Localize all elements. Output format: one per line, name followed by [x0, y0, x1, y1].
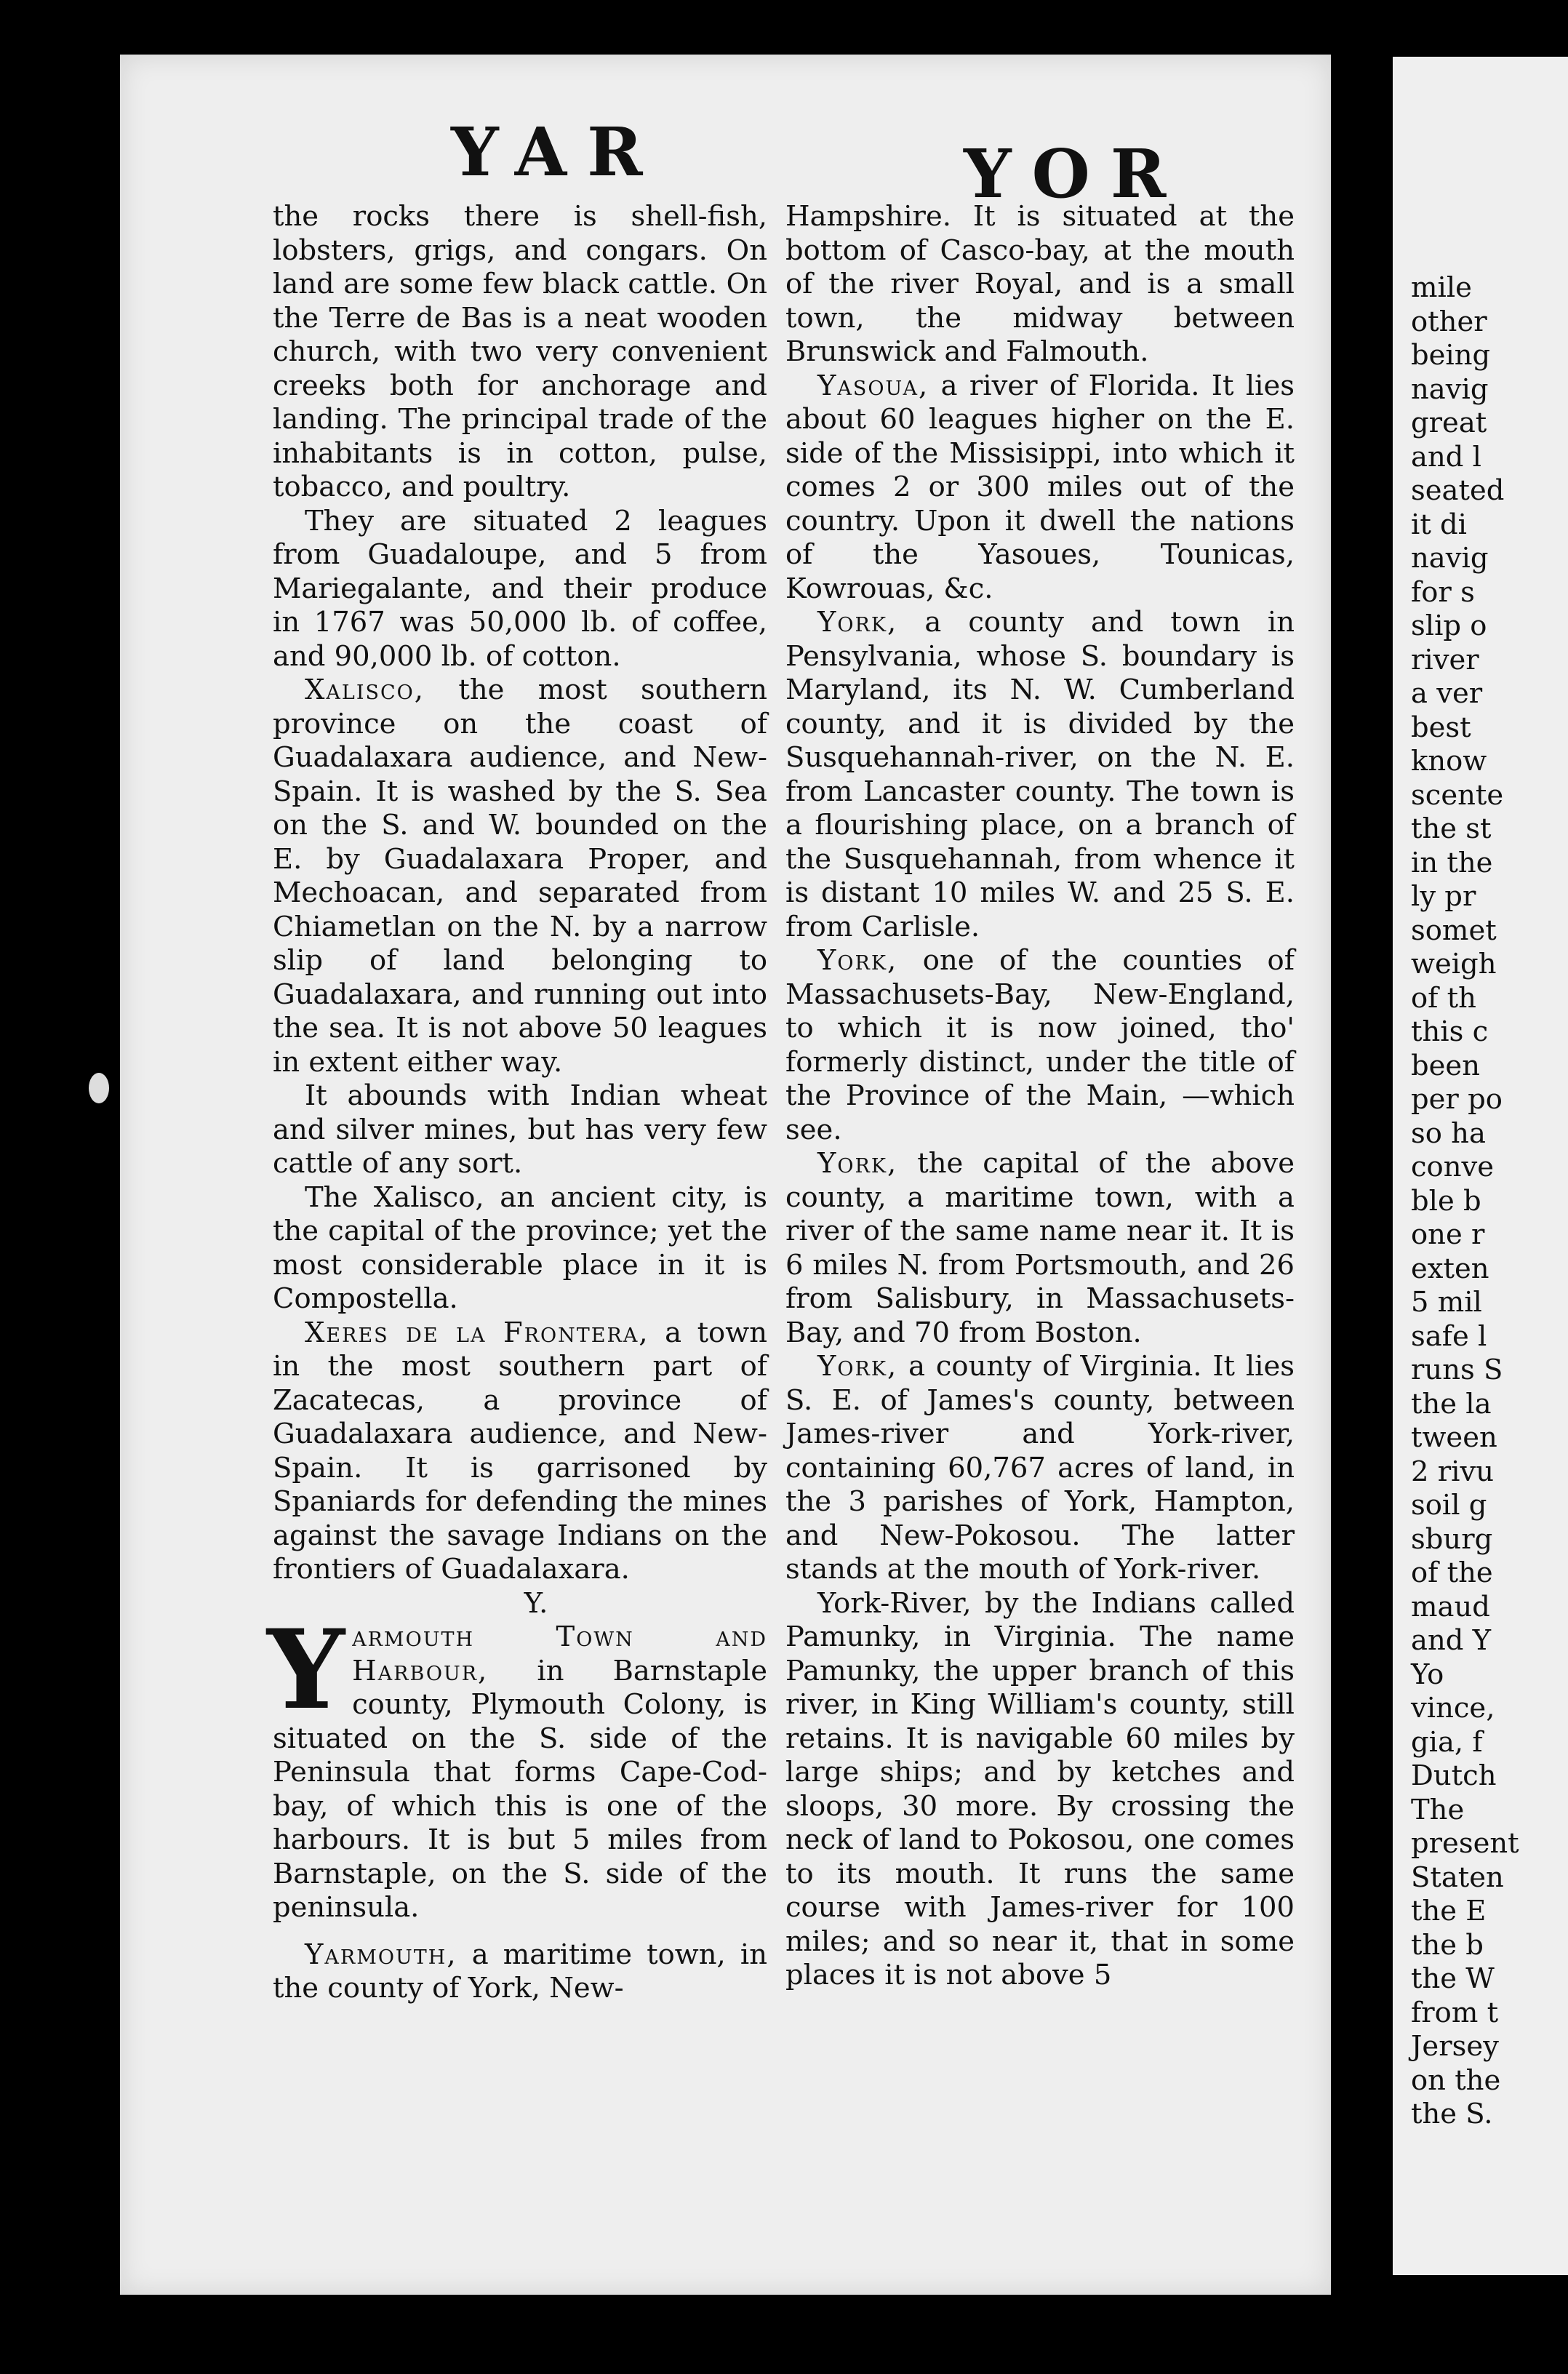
- next-page-line: for s: [1411, 575, 1475, 609]
- entry-headword: York,: [817, 1350, 898, 1383]
- next-page-line: of the: [1411, 1556, 1493, 1589]
- next-page-line: on the: [1411, 2063, 1501, 2097]
- next-page-line: per po: [1411, 1083, 1503, 1116]
- next-page-line: it di: [1411, 508, 1467, 541]
- next-page-line: seated: [1411, 474, 1505, 507]
- entry-paragraph: [785, 1147, 1295, 1350]
- right-column: [785, 200, 1295, 1993]
- entry-paragraph: [785, 944, 1295, 1147]
- entry-headword: York,: [817, 606, 898, 639]
- next-page-line: soil g: [1411, 1489, 1487, 1522]
- next-page-line: other: [1411, 305, 1487, 338]
- entry-paragraph: [785, 1587, 1295, 1993]
- entry-text: the most southern province on the coast of Guadalaxara audience, and New-Spain. It is washed by the S. Sea on the S. and W. bounded on the E. by Guadalaxara Proper, and Mechoacan, and separated from Chiametlan on the N. by a narrow slip of land belonging to Guadalaxara, and running out into the sea. It is not above 50 leagues in extent either way.: [273, 674, 767, 1079]
- next-page-line: gia, f: [1411, 1725, 1483, 1759]
- entry-headword: Xalisco,: [305, 674, 425, 706]
- running-header-left: YAR: [451, 113, 663, 191]
- next-page-line: river: [1411, 643, 1479, 676]
- entry-text: The Xalisco, an ancient city, is the capital of the province; yet the most considerable place in it is Compostella.: [273, 1180, 767, 1315]
- entry-headword: York,: [817, 944, 898, 977]
- entry-text: a river of Florida. It lies about 60 leagues higher on the E. side of the Missisippi, into which it comes 2 or 300 miles out of the country. Upon it dwell the nations of the Yasoues, Tounicas, Kowrouas, &c.: [785, 369, 1295, 605]
- next-page-line: 5 mil: [1411, 1286, 1482, 1319]
- next-page-line: the b: [1411, 1928, 1484, 1962]
- next-page-line: The: [1411, 1793, 1465, 1826]
- next-page-line: somet: [1411, 914, 1497, 947]
- entry-text: a county of Virginia. It lies S. E. of James's county, between James-river and York-river, containing 60,767 acres of land, in the 3 parishes of York, Hampton, and New-Pokosou. The latter stands at the mouth of York-river.: [785, 1350, 1295, 1586]
- entry-headword: Yasoua,: [817, 369, 929, 402]
- next-page-line: best: [1411, 711, 1471, 744]
- running-header-right: YOR: [964, 135, 1187, 213]
- entry-paragraph: [273, 505, 767, 674]
- entry-paragraph: [785, 200, 1295, 369]
- entry-paragraph: [273, 200, 767, 505]
- next-page-line: and Y: [1411, 1624, 1492, 1657]
- entry-paragraph: [273, 674, 767, 1079]
- next-page-line: mile: [1411, 271, 1472, 304]
- next-page-line: in the: [1411, 846, 1493, 879]
- next-page-line: slip o: [1411, 610, 1487, 642]
- entry-text: York-River, by the Indians called Pamunky, in Virginia. The name Pamunky, the upper branch of this river, in King William's county, still retains. It is navigable 60 miles by large ships; and by ketches and sloops, 30 more. By crossing the neck of land to Pokosou, one comes to its mouth. It runs the same course with James-river for 100 miles; and so near it, that in some places it is not above 5: [785, 1586, 1295, 1991]
- next-page-line: weigh: [1411, 948, 1497, 980]
- entry-text: a town in the most southern part of Zacatecas, a province of Guadalaxara audience, and New-Spain. It is garrisoned by Spaniards for defending the mines against the savage Indians on the frontiers of Guadalaxara.: [273, 1316, 767, 1586]
- entry-text: the rocks there is shell-fish, lobsters, grigs, and congars. On land are some few black cattle. On the Terre de Bas is a neat wooden church, with two very convenient creeks both for anchorage and landing. The principal trade of the inhabitants is in cotton, pulse, tobacco, and poultry.: [273, 200, 767, 503]
- next-page-line: the st: [1411, 812, 1492, 845]
- section-heading: Y.: [524, 1586, 548, 1620]
- next-page-line: 2 rivu: [1411, 1455, 1494, 1488]
- next-page-line: ble b: [1411, 1184, 1481, 1218]
- next-page-line: and l: [1411, 440, 1481, 473]
- next-page-line: from t: [1411, 1996, 1499, 2029]
- next-page-line: know: [1411, 745, 1487, 778]
- next-page-line: Yo: [1411, 1658, 1444, 1691]
- entry-paragraph: [785, 1350, 1295, 1587]
- next-page-line: navig: [1411, 542, 1489, 575]
- next-page-line: exten: [1411, 1252, 1489, 1285]
- next-page-line: runs S: [1411, 1354, 1503, 1386]
- page-gutter: [1331, 55, 1393, 2295]
- next-page-line: the S.: [1411, 2098, 1493, 2130]
- next-page-line: a ver: [1411, 677, 1483, 710]
- next-page-line: scente: [1411, 778, 1504, 812]
- entry-text: a county and town in Pensylvania, whose S. boundary is Maryland, its N. W. Cumberland county, and it is divided by the Susquehannah-river, on the N. E. from Lancaster county. The town is a flourishing place, on a branch of the Susquehannah, from whence it is distant 10 miles W. and 25 S. E. from Carlisle.: [785, 606, 1295, 943]
- entry-headword: Xeres de la Frontera,: [305, 1316, 649, 1349]
- next-page-line: present: [1411, 1827, 1519, 1860]
- entry-text: Hampshire. It is situated at the bottom of Casco-bay, at the mouth of the river Royal, and is a small town, the midway between Brunswick and Falmouth.: [785, 200, 1295, 368]
- next-page-line: ly pr: [1411, 880, 1476, 913]
- next-page-line: been: [1411, 1049, 1481, 1082]
- entry-paragraph: [273, 1181, 767, 1316]
- entry-text: one of the counties of Massachusets-Bay, New-England, to which it is now joined, tho' formerly distinct, under the title of the Province of the Main, —which see.: [785, 944, 1295, 1146]
- next-page-line: tween: [1411, 1421, 1497, 1454]
- next-page-line: maud: [1411, 1590, 1490, 1623]
- entry-paragraph: [273, 1316, 767, 1587]
- entry-headword: armouth Town and Harbour,: [352, 1620, 767, 1687]
- entry-text: They are situated 2 leagues from Guadaloupe, and 5 from Mariegalante, and their produce in 1767 was 50,000 lb. of coffee, and 90,000 lb. of cotton.: [273, 504, 767, 673]
- entry-text: It abounds with Indian wheat and silver mines, but has very few cattle of any sort.: [273, 1079, 767, 1180]
- entry-paragraph: [273, 1079, 767, 1181]
- entry-paragraph: [785, 369, 1295, 607]
- next-page-line: being: [1411, 339, 1491, 372]
- left-column: [267, 200, 767, 2006]
- entry-paragraph: [273, 1938, 767, 2006]
- next-page-line: the la: [1411, 1387, 1492, 1420]
- next-page-line: Jersey: [1411, 2030, 1499, 2063]
- next-page-line: sburg: [1411, 1522, 1493, 1556]
- next-page-line: of th: [1411, 981, 1476, 1015]
- next-page-line: the W: [1411, 1962, 1495, 1995]
- entry-text: in Barnstaple county, Plymouth Colony, is situated on the S. side of the Peninsula that forms Cape-Cod-bay, of which this is one of the harbours. It is but 5 miles from Barnstaple, on the S. side of the peninsula.: [273, 1654, 767, 1924]
- entry-headword: York,: [817, 1147, 898, 1180]
- next-page-line: conve: [1411, 1151, 1495, 1183]
- binding-hole: [89, 1073, 109, 1103]
- next-page-line: so ha: [1411, 1116, 1486, 1150]
- next-page-line: great: [1411, 407, 1487, 439]
- entry-text: a maritime town, in the county of York, New-: [273, 1938, 767, 2005]
- next-page-line: safe l: [1411, 1319, 1487, 1353]
- next-page-edge: [1393, 57, 1568, 2275]
- next-page-line: the E: [1411, 1895, 1487, 1927]
- next-page-line: Dutch: [1411, 1759, 1497, 1792]
- entry-headword: Yarmouth,: [305, 1938, 457, 1971]
- next-page-line: one r: [1411, 1218, 1485, 1251]
- entry-text: the capital of the above county, a maritime town, with a river of the same name near it. It is 6 miles N. from Portsmouth, and 26 from Salisbury, in Massachusets-Bay, and 70 from Boston.: [785, 1147, 1295, 1349]
- entry-paragraph: [785, 606, 1295, 944]
- next-page-line: vince,: [1411, 1692, 1495, 1724]
- next-page-line: Staten: [1411, 1861, 1504, 1894]
- next-page-line: this c: [1411, 1015, 1489, 1048]
- dropcap-entry: [267, 1606, 767, 1925]
- next-page-line: navig: [1411, 372, 1489, 406]
- next-page-text: [1393, 271, 1519, 2132]
- drop-cap-letter: Y: [267, 1606, 345, 1734]
